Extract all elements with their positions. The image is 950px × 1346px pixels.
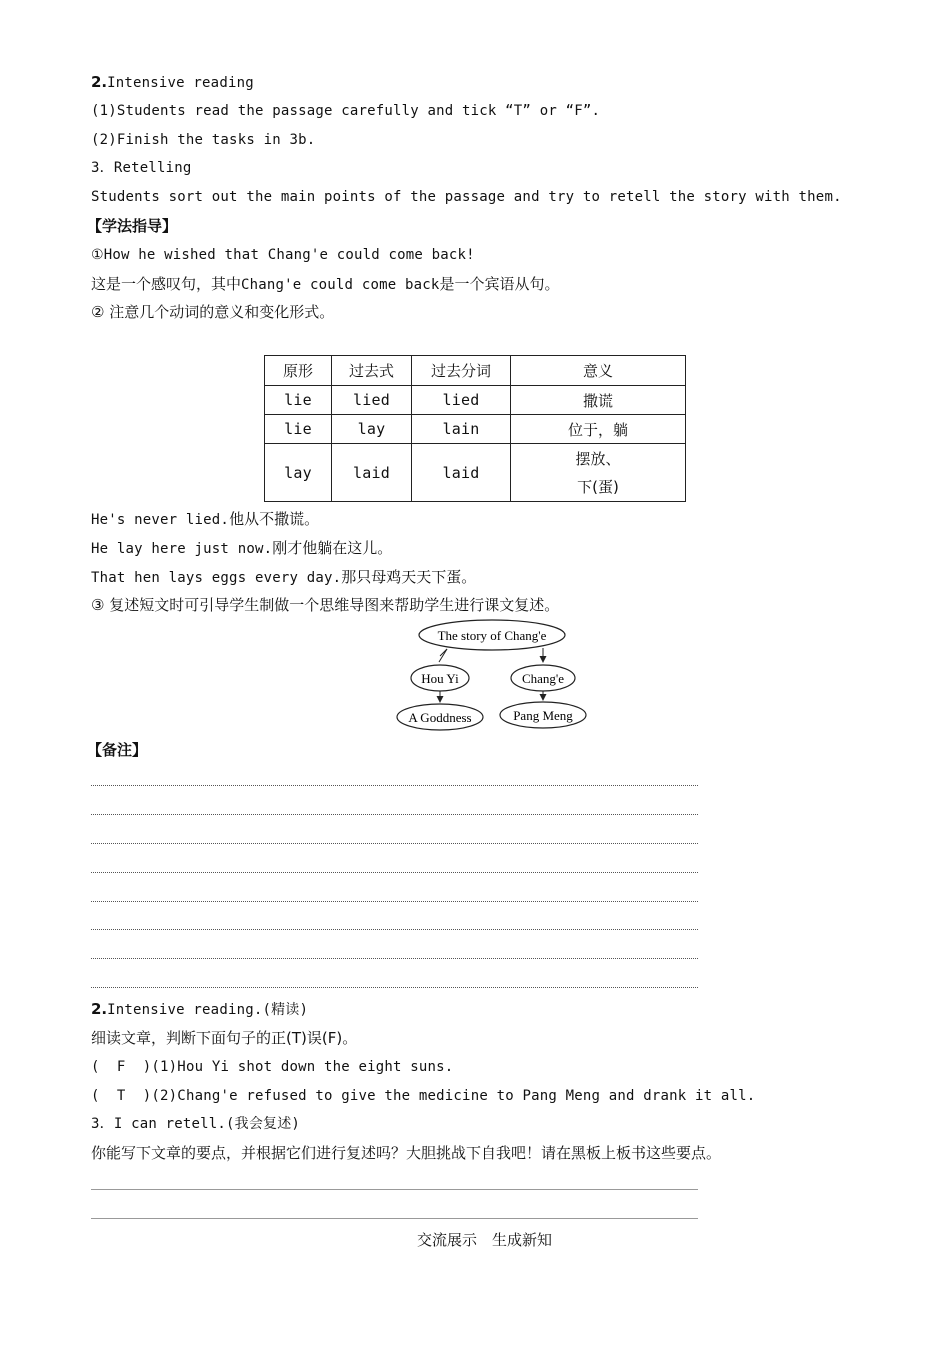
section-heading-intensive-reading	[91, 72, 254, 93]
mind-map-diagram	[395, 618, 595, 734]
table-cell: lay	[332, 415, 412, 444]
note-line[interactable]	[91, 901, 698, 902]
mind-map-root-label: The story of Chang'e	[437, 628, 547, 643]
table-header-cell: 过去分词	[412, 356, 511, 386]
table-header-cell: 意义	[511, 356, 686, 386]
notes-label: 【备注】	[87, 741, 148, 759]
retell-heading: 3．I can retell.(我会复述)	[91, 1116, 301, 1132]
example-zh: 他从不撒谎。	[229, 510, 320, 528]
table-row	[265, 386, 686, 415]
table-cell: laid	[332, 444, 412, 502]
mind-map-left-child-label: A Goddness	[408, 710, 472, 725]
note-zh-part2: 是一个宾语从句。	[439, 275, 560, 293]
note-zh-part1: 这是一个感叹句，其中	[91, 275, 242, 293]
example-sentence-3	[91, 567, 476, 588]
mind-map-right-child-label: Pang Meng	[513, 708, 573, 723]
note-line[interactable]	[91, 872, 698, 873]
note-line[interactable]	[91, 929, 698, 930]
example-zh: 那只母鸡天天下蛋。	[341, 568, 477, 586]
example-zh: 刚才他躺在这儿。	[272, 539, 393, 557]
example-en: He's never lied.	[91, 512, 230, 528]
retelling-text: Students sort out the main points of the passage and try to retell the story with them.	[91, 189, 842, 205]
question-2: ( T )(2)Chang'e refused to give the medicine to Pang Meng and drank it all.	[91, 1088, 756, 1104]
note-line[interactable]	[91, 958, 698, 959]
note-en-part: Chang'e could come back	[241, 277, 440, 293]
table-cell: 撒谎	[511, 386, 686, 415]
guide-point-2: ② 注意几个动词的意义和变化形式。	[91, 303, 335, 321]
guide-label: 【学法指导】	[87, 217, 178, 235]
practice-instruction: 细读文章，判断下面句子的正(T)误(F)。	[91, 1029, 358, 1047]
table-header-cell: 过去式	[332, 356, 412, 386]
answer-line[interactable]	[91, 1218, 698, 1219]
heading-text: Intensive reading.(精读)	[107, 1002, 309, 1018]
practice-heading	[91, 999, 308, 1020]
note-line[interactable]	[91, 785, 698, 786]
meaning-line-2: 下(蛋)	[577, 477, 619, 496]
guide-point-3: ③ 复述短文时可引导学生制做一个思维导图来帮助学生进行课文复述。	[91, 596, 560, 614]
table-cell: lie	[265, 415, 332, 444]
table-cell: lain	[412, 415, 511, 444]
answer-line[interactable]	[91, 1189, 698, 1190]
section-footer-title: 交流展示 生成新知	[417, 1231, 553, 1249]
verb-forms-table	[264, 355, 686, 502]
question-1-text: )(1)Hou Yi shot down the eight suns.	[142, 1059, 454, 1075]
table-cell: laid	[412, 444, 511, 502]
example-en: That hen lays eggs every day.	[91, 570, 342, 586]
question-2-text: )(2)Chang'e refused to give the medicine to Pang Meng and drank it all.	[142, 1088, 756, 1104]
table-cell: lied	[332, 386, 412, 415]
question-1: ( F )(1)Hou Yi shot down the eight suns.	[91, 1059, 454, 1075]
table-cell	[511, 444, 686, 502]
table-row	[265, 444, 686, 502]
section-heading-retelling: 3．Retelling	[91, 160, 192, 176]
note-line[interactable]	[91, 987, 698, 988]
task-item-2: (2)Finish the tasks in 3b.	[91, 132, 316, 148]
heading-text: Intensive reading	[107, 75, 254, 91]
guide-point-1: ①How he wished that Chang'e could come back!	[91, 247, 475, 263]
mind-map-right-label: Chang'e	[521, 671, 565, 686]
note-line[interactable]	[91, 814, 698, 815]
heading-number: 2.	[91, 1000, 108, 1018]
note-line[interactable]	[91, 843, 698, 844]
answer-blank-1[interactable]: F	[116, 1059, 126, 1075]
example-sentence-1	[91, 509, 319, 530]
task-item-1: (1)Students read the passage carefully and tick “T” or “F”.	[91, 103, 601, 119]
heading-number: 2.	[91, 73, 108, 91]
table-row	[265, 415, 686, 444]
example-sentence-2	[91, 538, 392, 559]
example-en: He lay here just now.	[91, 541, 273, 557]
table-cell: 位于，躺	[511, 415, 686, 444]
table-cell: lied	[412, 386, 511, 415]
retell-instruction: 你能写下文章的要点，并根据它们进行复述吗？大胆挑战下自我吧！请在黑板上板书这些要点。	[91, 1144, 722, 1162]
guide-point-1-note	[91, 274, 560, 295]
mind-map-left-label: Hou Yi	[421, 671, 459, 686]
table-header-cell: 原形	[265, 356, 332, 386]
table-header-row	[265, 356, 686, 386]
table-cell: lie	[265, 386, 332, 415]
answer-blank-2[interactable]: T	[116, 1088, 126, 1104]
meaning-line-1: 摆放、	[575, 449, 621, 468]
table-cell: lay	[265, 444, 332, 502]
